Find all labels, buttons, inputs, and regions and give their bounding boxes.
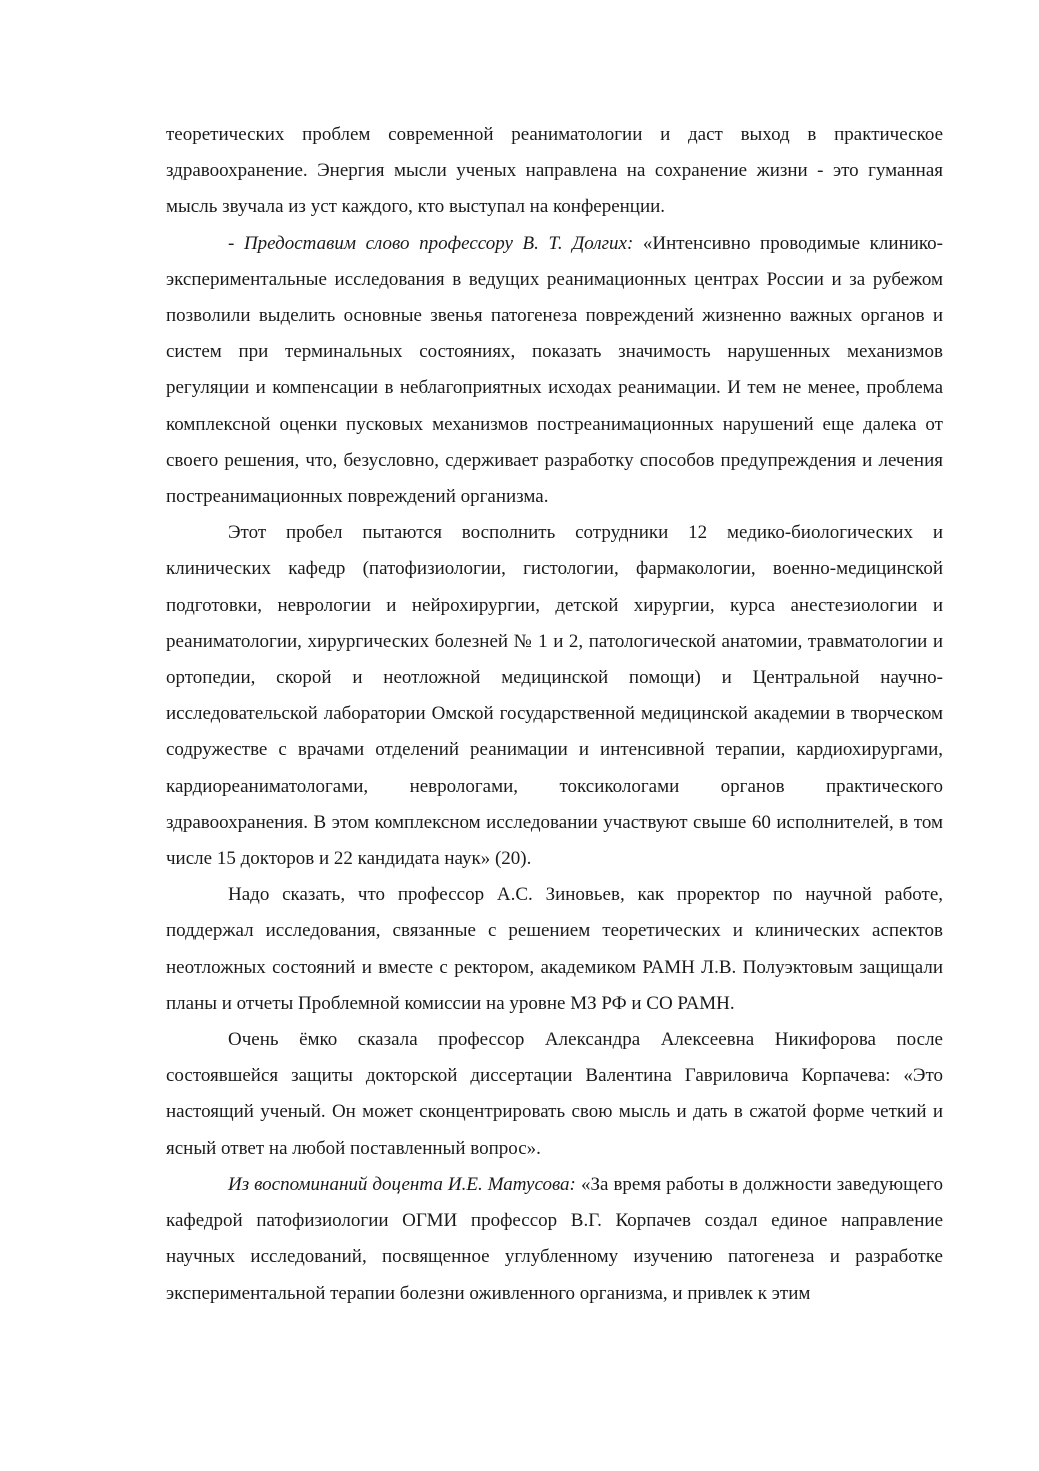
paragraph-2	[166, 226, 943, 516]
paragraph-6	[166, 1167, 943, 1312]
paragraph-5-text: Очень ёмко сказала профессор Александра Алексеевна Никифорова после состоявшейся защиты докторской диссертации Валентина Гавриловича Корпачева: «Это настоящий ученый. Он может сконцентрировать свою мысль и дать в сжатой форме четкий и ясный ответ на любой поставленный вопрос».	[166, 1029, 943, 1159]
paragraph-6-italic-lead: Из воспоминаний доцента И.Е. Матусова:	[228, 1173, 576, 1195]
paragraph-4	[166, 877, 943, 1022]
paragraph-2-text: «Интенсивно проводимые клинико-экспериментальные исследования в ведущих реанимационных центрах России и за рубежом позволили выделить основные звенья патогенеза повреждений жизненно важных органов и систем при терминальных состояниях, показать значимость нарушенных механизмов регуляции и компенсации в неблагоприятных исходах реанимации. И тем не менее, проблема комплексной оценки пусковых механизмов постреанимационных нарушений еще далека от своего решения, что, безусловно, сдерживает разработку способов предупреждения и лечения постреанимационных повреждений организма.	[166, 232, 943, 508]
paragraph-1	[166, 117, 943, 226]
paragraph-3	[166, 515, 943, 877]
paragraph-1-text: теоретических проблем современной реаниматологии и даст выход в практическое здравоохранение. Энергия мысли ученых направлена на сохранение жизни - это гуманная мысль звучала из уст каждого, кто выступал на конференции.	[166, 124, 943, 218]
paragraph-6-text: «За время работы в должности заведующего кафедрой патофизиологии ОГМИ профессор В.Г. Корпачев создал единое направление научных исследований, посвященное углубленному изучению патогенеза и разработке экспериментальной терапии болезни оживленного организма, и привлек к этим	[166, 1173, 943, 1304]
document-page	[166, 117, 943, 1312]
paragraph-3-text: Этот пробел пытаются восполнить сотрудники 12 медико-биологических и клинических кафедр (патофизиологии, гистологии, фармакологии, военно-медицинской подготовки, неврологии и нейрохирургии, детской хирургии, курса анестезиологии и реаниматологии, хирургических болезней № 1 и 2, патологической анатомии, травматологии и ортопедии, скорой и неотложной медицинской помощи) и Центральной научно-исследовательской лаборатории Омской государственной медицинской академии в творческом содружестве с врачами отделений реанимации и интенсивной терапии, кардиохирургами, кардиореаниматологами, неврологами, токсикологами органов практического здравоохранения. В этом комплексном исследовании участвуют свыше 60 исполнителей, в том числе 15 докторов и 22 кандидата наук» (20).	[166, 522, 943, 870]
paragraph-2-italic-lead: - Предоставим слово профессору В. Т. Долгих:	[228, 232, 634, 254]
paragraph-4-text: Надо сказать, что профессор А.С. Зиновьев, как проректор по научной работе, поддержал исследования, связанные с решением теоретических и клинических аспектов неотложных состояний и вместе с ректором, академиком РАМН Л.В. Полуэктовым защищали планы и отчеты Проблемной комиссии на уровне МЗ РФ и СО РАМН.	[166, 884, 943, 1014]
paragraph-5	[166, 1022, 943, 1167]
